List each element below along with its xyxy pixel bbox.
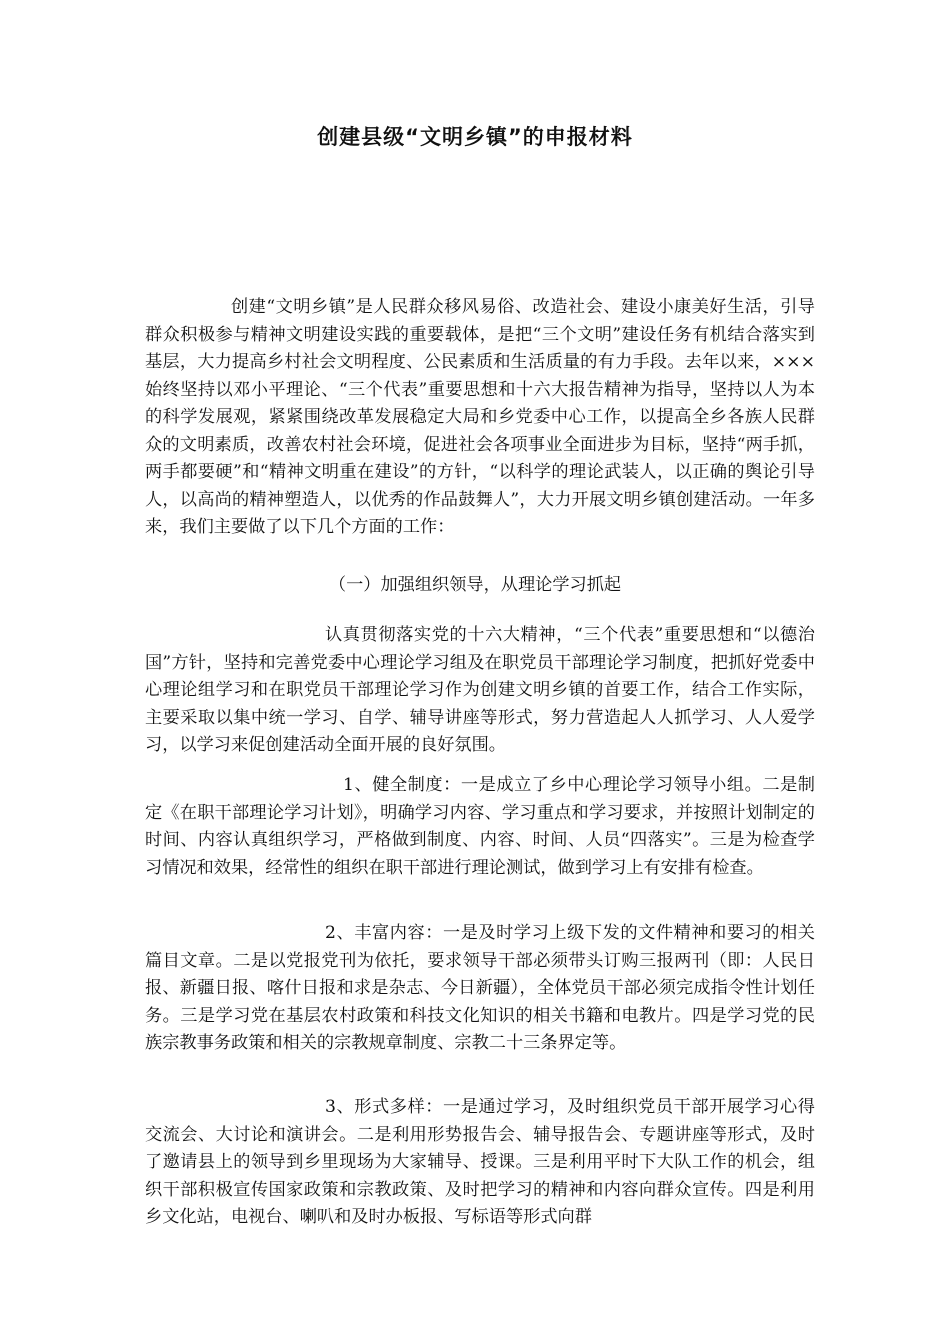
item-2-paragraph: 2、丰富内容：一是及时学习上级下发的文件精神和要习的相关篇目文章。二是以党报党刊为依托，要求领导干部必须带头订购三报两刊（即：人民日报、新疆日报、喀什日报和求是杂志、今日新疆），全体党员干部必须完成指令性计划任务。三是学习党在基层农村政策和科技文化知识的相关书籍和电教片。四是学习党的民族宗教事务政策和相关的宗教规章制度、宗教二十三条界定等。 — [145, 923, 815, 1053]
section-heading: （一）加强组织领导，从理论学习抓起 — [328, 575, 622, 595]
document-title: 创建县级“文明乡镇”的申报材料 — [317, 125, 633, 149]
item-3-paragraph: 3、形式多样：一是通过学习，及时组织党员干部开展学习心得交流会、大讨论和演讲会。二是利用形势报告会、辅导报告会、专题讲座等形式，及时了邀请县上的领导到乡里现场为大家辅导、授课。三是利用平时下大队工作的机会，组织干部积极宣传国家政策和宗教政策、及时把学习的精神和内容向群众宣传。四是利用乡文化站，电视台、喇叭和及时办板报、写标语等形式向群 — [145, 1097, 815, 1227]
intro-paragraph: 创建“文明乡镇”是人民群众移风易俗、改造社会、建设小康美好生活，引导群众积极参与精神文明建设实践的重要载体，是把“三个文明”建设任务有机结合落实到基层，大力提高乡村社会文明程度、公民素质和生活质量的有力手段。去年以来，×××始终坚持以邓小平理论、“三个代表”重要思想和十六大报告精神为指导，坚持以人为本的科学发展观，紧紧围绕改革发展稳定大局和乡党委中心工作，以提高全乡各族人民群众的文明素质，改善农村社会环境，促进社会各项事业全面进步为目标，坚持“两手抓，两手都要硬”和“精神文明重在建设”的方针，“以科学的理论武装人，以正确的舆论引导人，以高尚的精神塑造人，以优秀的作品鼓舞人”，大力开展文明乡镇创建活动。一年多来，我们主要做了以下几个方面的工作： — [145, 297, 815, 537]
section-intro-paragraph: 认真贯彻落实党的十六大精神，“三个代表”重要思想和“以德治国”方针，坚持和完善党委中心理论学习组及在职党员干部理论学习制度，把抓好党委中心理论组学习和在职党员干部理论学习作为创建文明乡镇的首要工作，结合工作实际，主要采取以集中统一学习、自学、辅导讲座等形式，努力营造起人人抓学习、人人爱学习，以学习来促创建活动全面开展的良好氛围。 — [145, 625, 815, 755]
item-1-paragraph: 1、健全制度：一是成立了乡中心理论学习领导小组。二是制定《在职干部理论学习计划》，明确学习内容、学习重点和学习要求，并按照计划制定的时间、内容认真组织学习，严格做到制度、内容、时间、人员“四落实”。三是为检查学习情况和效果，经常性的组织在职干部进行理论测试，做到学习上有安排有检查。 — [145, 775, 815, 878]
